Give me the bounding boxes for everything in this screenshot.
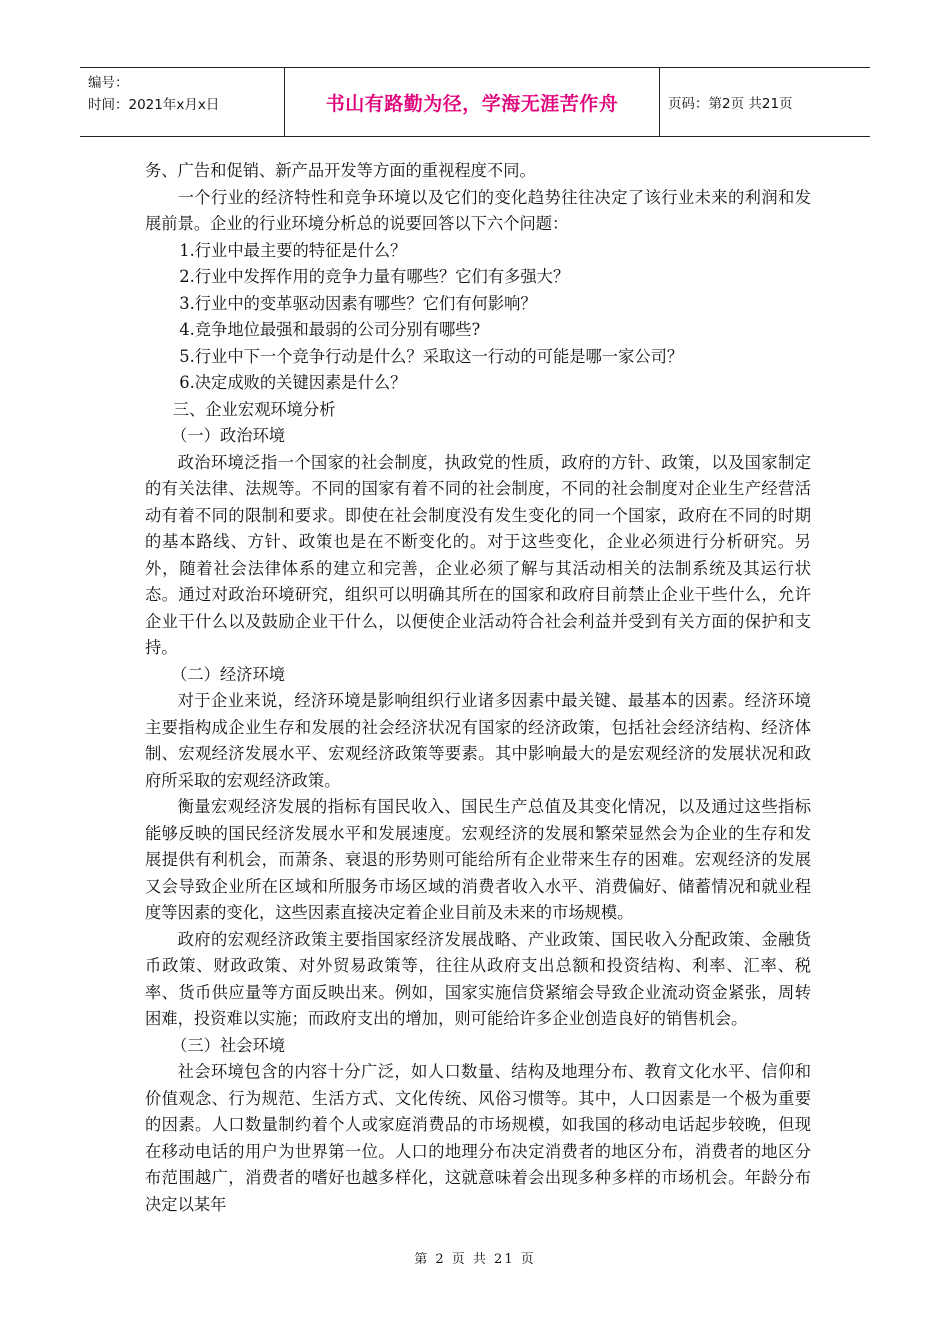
header-motto-cell: [285, 68, 660, 136]
paragraph-continued: 务、广告和促销、新产品开发等方面的重视程度不同。: [145, 161, 536, 180]
subsection-heading-social: （三）社会环境: [171, 1035, 286, 1055]
paragraph-social: 社会环境包含的内容十分广泛，如人口数量、结构及地理分布、教育文化水平、信仰和价值观念、行为规范、生活方式、文化传统、风俗习惯等。其中，人口因素是一个极为重要的因素。人口数量制约着个人或家庭消费品的市场规模，如我国的移动电话起步较晚，但现在移动电话的用户为世界第一位。人口的地理分布决定消费者的地区分布，消费者的地区分布范围越广，消费者的嗜好也越多样化，这就意味着会出现多种多样的市场机会。年龄分布决定以某年: [145, 1062, 811, 1214]
subsection-heading-economic: （二）经济环境: [171, 664, 286, 684]
paragraph-industry-intro: 一个行业的经济特性和竞争环境以及它们的变化趋势往往决定了该行业未来的利润和发展前景。企业的行业环境分析总的说要回答以下六个问题：: [145, 187, 811, 233]
section-heading: 三、企业宏观环境分析: [172, 399, 336, 419]
question-item: 4.竞争地位最强和最弱的公司分别有哪些?: [179, 320, 481, 339]
page-header: [80, 67, 870, 137]
question-item: 2.行业中发挥作用的竞争力量有哪些？它们有多强大？: [179, 267, 570, 286]
document-body: [145, 158, 811, 1218]
question-item: 3.行业中的变革驱动因素有哪些？它们有何影响？: [179, 293, 537, 313]
question-item: 5.行业中下一个竞争行动是什么？采取这一行动的可能是哪一家公司？: [179, 346, 684, 366]
page-footer: 第 2 页 共 21 页: [414, 1252, 536, 1267]
header-motto: 书山有路勤为径，学海无涯苦作舟: [325, 92, 619, 115]
subsection-heading-political: （一）政治环境: [171, 426, 286, 445]
page-info-text: 页码：第2页 共21页: [668, 96, 793, 112]
document-date: 时间：2021年x月x日: [88, 97, 220, 113]
header-page-info: [660, 68, 870, 136]
paragraph-economic-1: 对于企业来说，经济环境是影响组织行业诸多因素中最关键、最基本的因素。经济环境主要指构成企业生存和发展的社会经济状况有国家的经济政策，包括社会经济结构、经济体制、宏观经济发展水平、宏观经济政策等要素。其中影响最大的是宏观经济的发展状况和政府所采取的宏观经济政策。: [145, 691, 811, 790]
question-item: 6.决定成败的关键因素是什么？: [179, 373, 407, 392]
question-item: 1.行业中最主要的特征是什么？: [179, 240, 407, 260]
paragraph-economic-3: 政府的宏观经济政策主要指国家经济发展战略、产业政策、国民收入分配政策、金融货币政策、财政政策、对外贸易政策等，往往从政府支出总额和投资结构、利率、汇率、税率、货币供应量等方面反映出来。例如，国家实施信贷紧缩会导致企业流动资金紧张，周转困难，投资难以实施；而政府支出的增加，则可能给许多企业创造良好的销售机会。: [145, 929, 811, 1028]
paragraph-economic-2: 衡量宏观经济发展的指标有国民收入、国民生产总值及其变化情况，以及通过这些指标能够反映的国民经济发展水平和发展速度。宏观经济的发展和繁荣显然会为企业的生存和发展提供有利机会，而萧条、衰退的形势则可能给所有企业带来生存的困难。宏观经济的发展又会导致企业所在区域和所服务市场区域的消费者收入水平、消费偏好、储蓄情况和就业程度等因素的变化，这些因素直接决定着企业目前及未来的市场规模。: [145, 797, 811, 922]
header-meta: [80, 68, 285, 136]
paragraph-political: 政治环境泛指一个国家的社会制度，执政党的性质，政府的方针、政策，以及国家制定的有关法律、法规等。不同的国家有着不同的社会制度，不同的社会制度对企业生产经营活动有着不同的限制和要求。即使在社会制度没有发生变化的同一个国家，政府在不同的时期的基本路线、方针、政策也是在不断变化的。对于这些变化，企业必须进行分析研究。另外，随着社会法律体系的建立和完善，企业必须了解与其活动相关的法制系统及其运行状态。通过对政治环境研究，组织可以明确其所在的国家和政府目前禁止企业干些什么，允许企业干什么以及鼓励企业干什么，以便使企业活动符合社会利益并受到有关方面的保护和支持。: [145, 452, 811, 657]
document-number-label: 编号：: [88, 75, 129, 91]
